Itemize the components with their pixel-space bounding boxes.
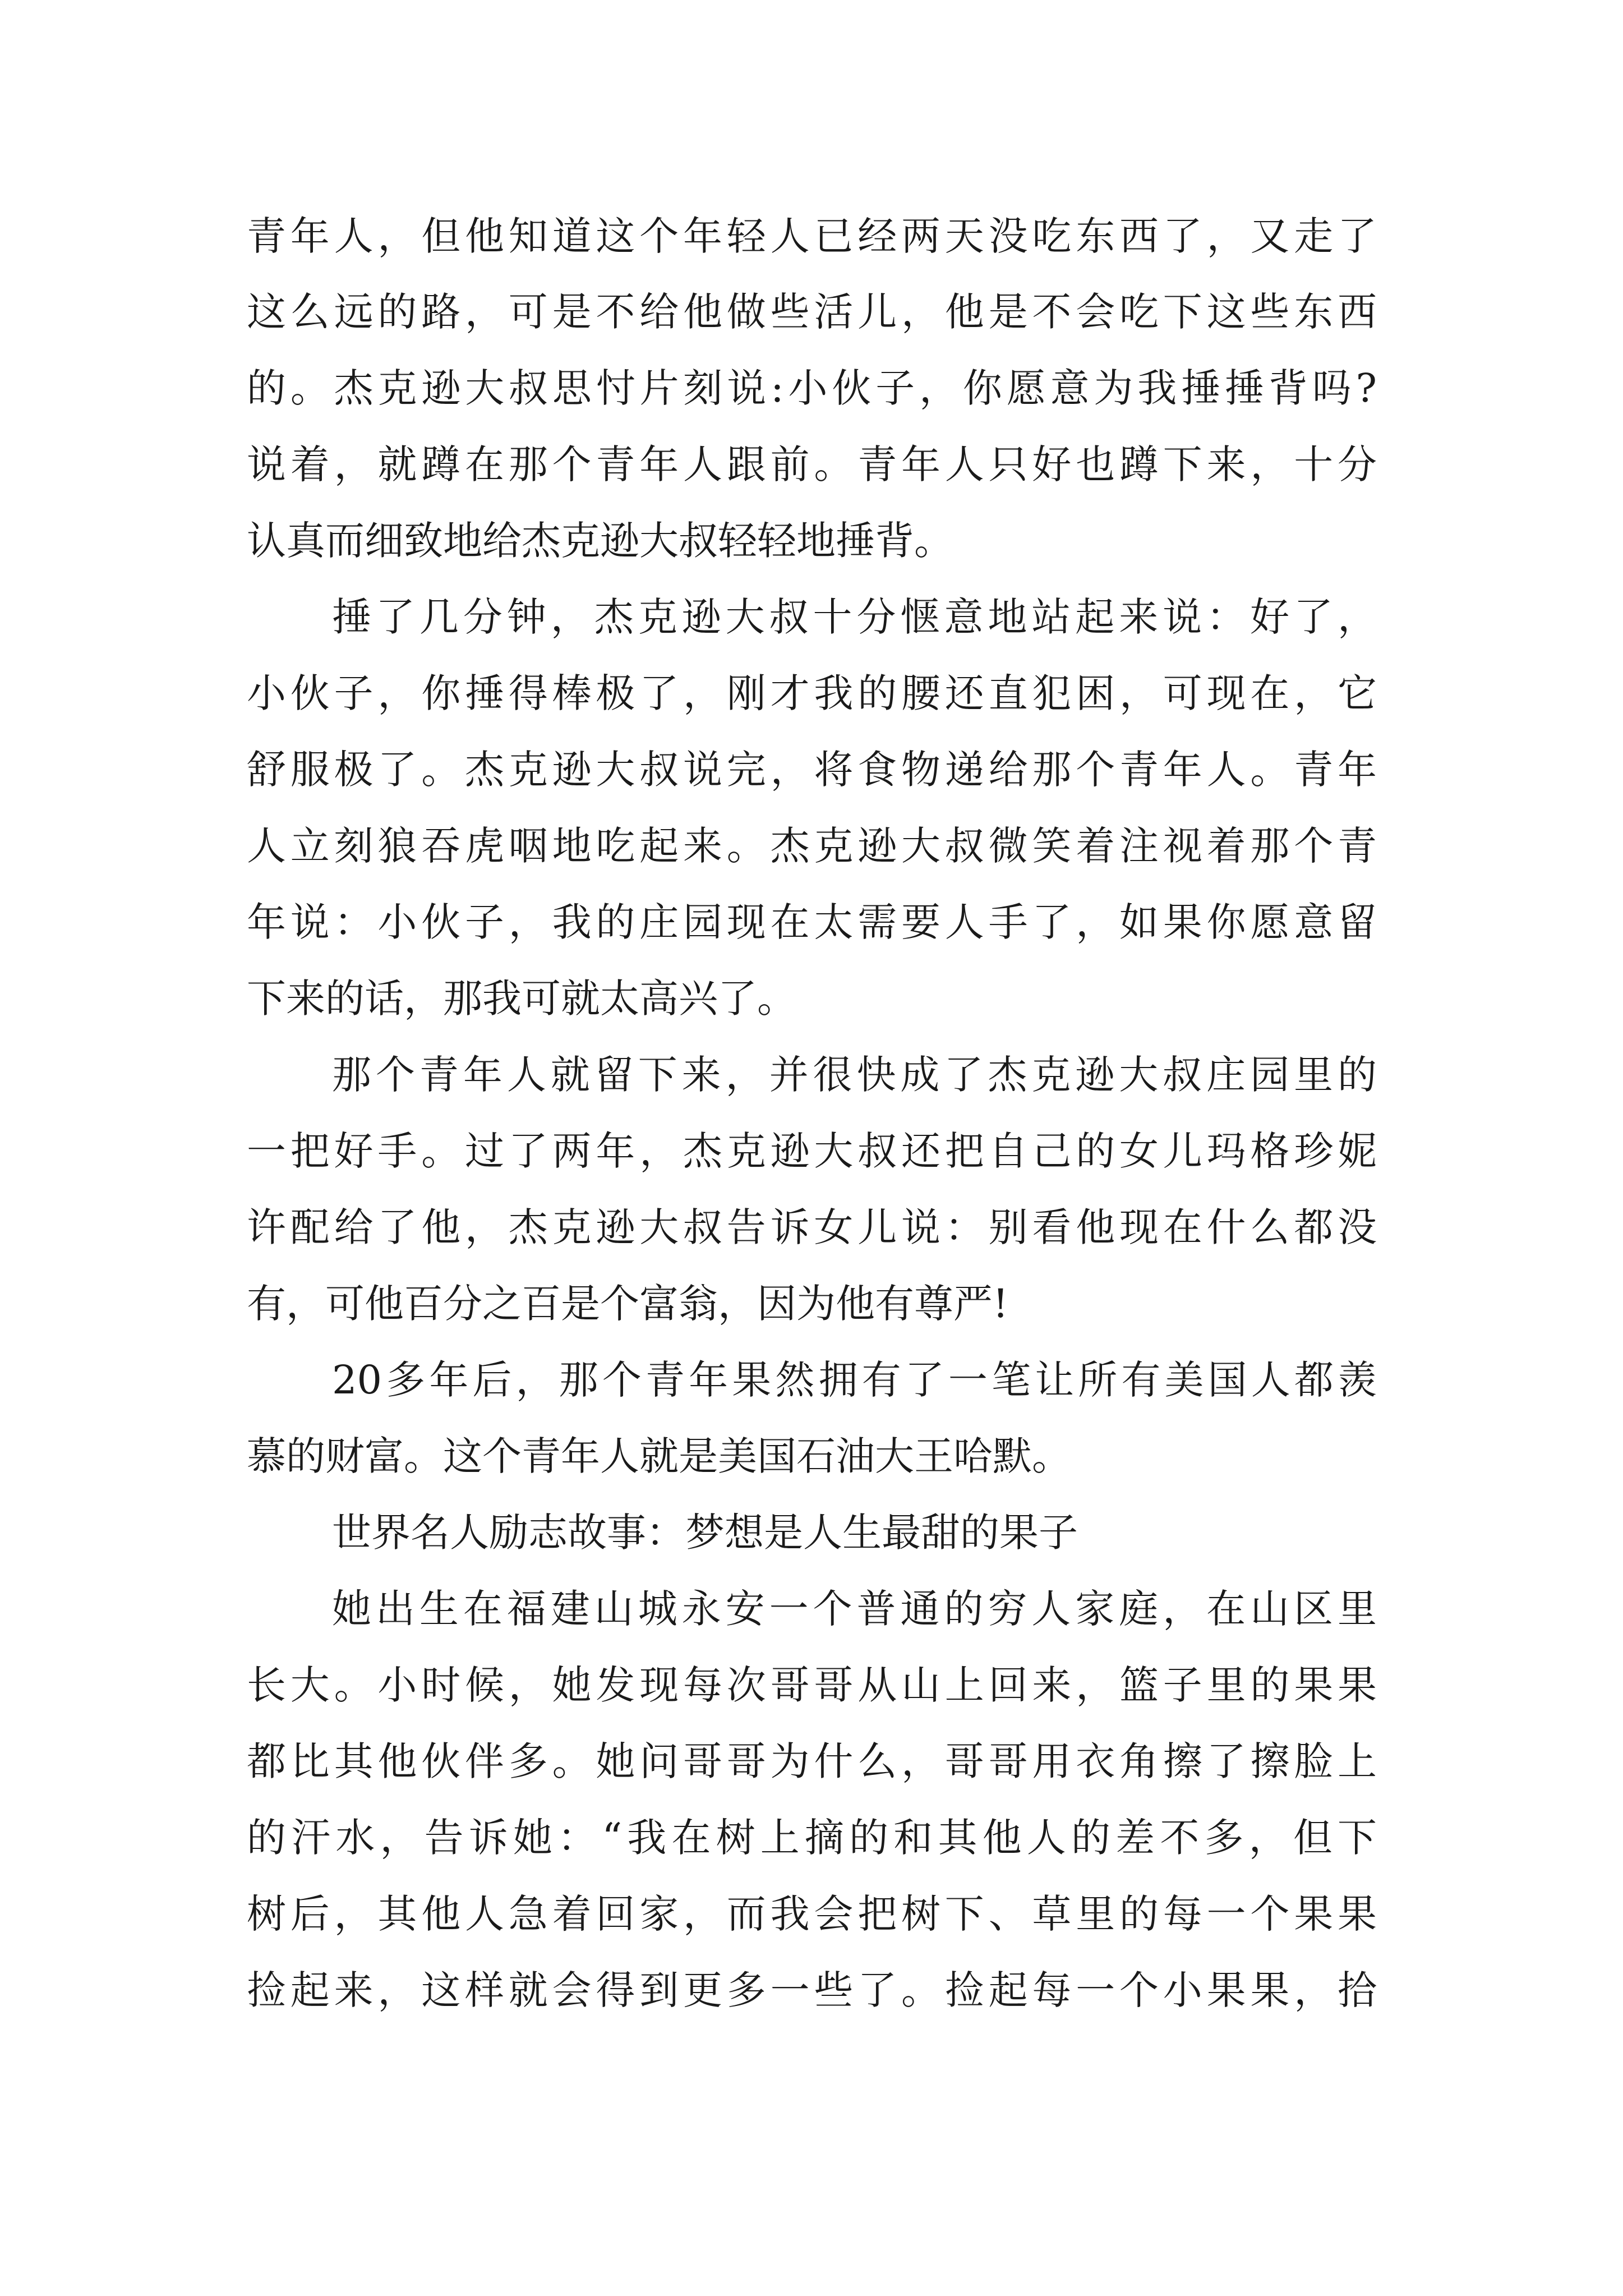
text-line: 这么远的路，可是不给他做些活儿，他是不会吃下这些东西 (247, 289, 1377, 335)
text-line: 说着，就蹲在那个青年人跟前。青年人只好也蹲下来，十分 (247, 441, 1377, 487)
text-line: 捡起来，这样就会得到更多一些了。捡起每一个小果果，拾 (247, 1967, 1377, 2013)
text-line: 树后，其他人急着回家，而我会把树下、草里的每一个果果 (247, 1891, 1377, 1937)
text-line: 她出生在福建山城永安一个普通的穷人家庭，在山区里 (332, 1586, 1377, 1632)
text-line: 小伙子，你捶得棒极了，刚才我的腰还直犯困，可现在，它 (247, 670, 1377, 716)
text-line: 年说：小伙子，我的庄园现在太需要人手了，如果你愿意留 (247, 899, 1377, 945)
text-line: 的。杰克逊大叔思忖片刻说:小伙子，你愿意为我捶捶背吗? (247, 365, 1377, 411)
text-line: 长大。小时候，她发现每次哥哥从山上回来，篮子里的果果 (247, 1662, 1377, 1708)
text-line: 慕的财富。这个青年人就是美国石油大王哈默。 (247, 1433, 1071, 1479)
text-line: 都比其他伙伴多。她问哥哥为什么，哥哥用衣角擦了擦脸上 (247, 1738, 1377, 1784)
text-line: 下来的话，那我可就太高兴了。 (247, 976, 796, 1022)
text-line: 有，可他百分之百是个富翁，因为他有尊严! (247, 1281, 1009, 1327)
text-line: 舒服极了。杰克逊大叔说完，将食物递给那个青年人。青年 (247, 747, 1377, 793)
text-line: 认真而细致地给杰克逊大叔轻轻地捶背。 (247, 518, 953, 564)
text-line: 青年人，但他知道这个年轻人已经两天没吃东西了，又走了 (247, 213, 1377, 259)
text-line: 人立刻狼吞虎咽地吃起来。杰克逊大叔微笑着注视着那个青 (247, 823, 1377, 869)
text-line: 一把好手。过了两年，杰克逊大叔还把自己的女儿玛格珍妮 (247, 1128, 1377, 1174)
text-line: 那个青年人就留下来，并很快成了杰克逊大叔庄园里的 (332, 1052, 1377, 1098)
text-line: 捶了几分钟，杰克逊大叔十分惬意地站起来说：好了， (332, 594, 1377, 640)
text-line: 许配给了他，杰克逊大叔告诉女儿说：别看他现在什么都没 (247, 1204, 1377, 1250)
text-line: 20多年后，那个青年果然拥有了一笔让所有美国人都羡 (332, 1357, 1377, 1403)
text-line: 的汗水，告诉她：“我在树上摘的和其他人的差不多，但下 (247, 1815, 1377, 1861)
section-heading: 世界名人励志故事：梦想是人生最甜的果子 (332, 1510, 1078, 1556)
